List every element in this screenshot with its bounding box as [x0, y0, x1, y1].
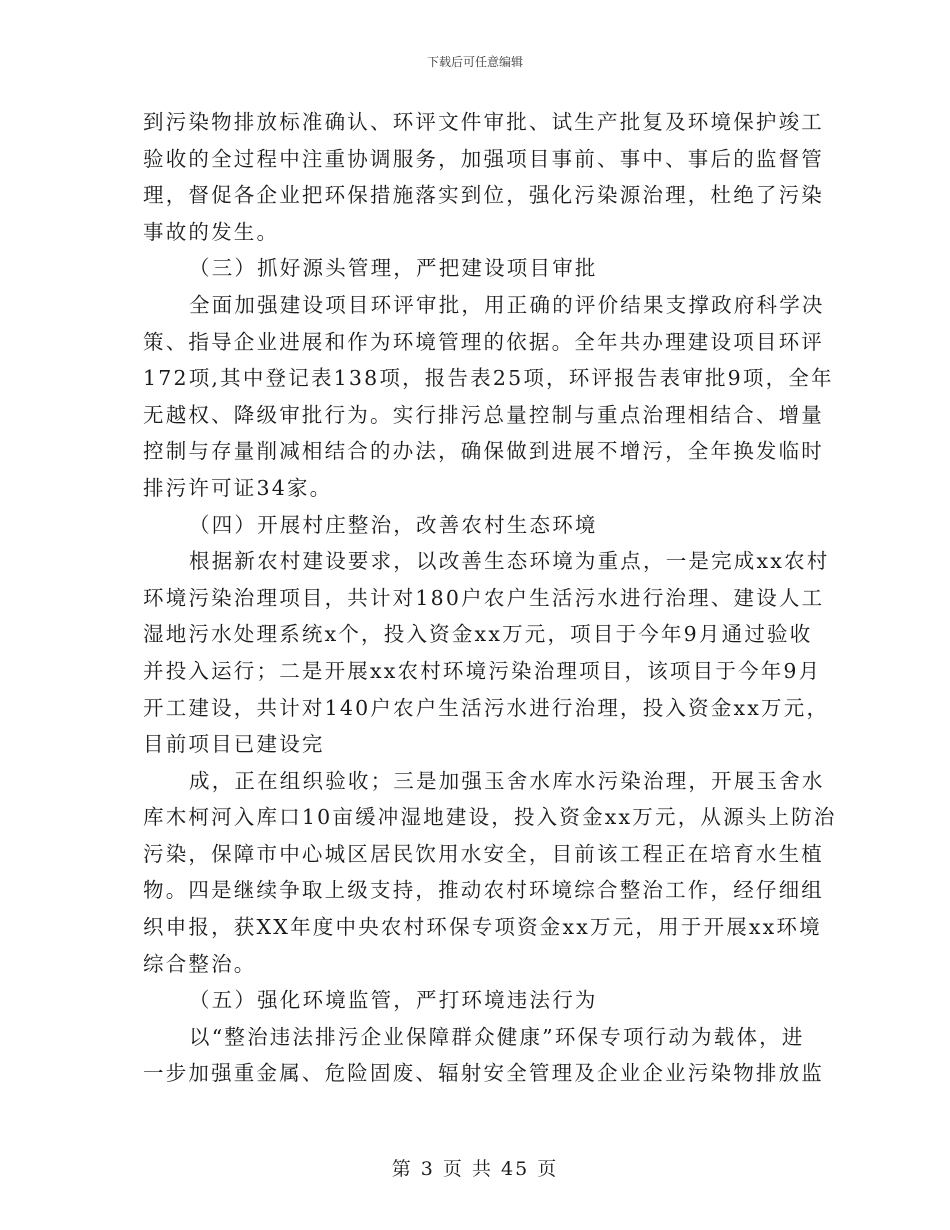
text-line: 并投入运行；二是开展xx农村环境污染治理项目，该项目于今年9月 — [143, 658, 822, 683]
text-line: 事故的发生。 — [143, 219, 280, 244]
text-line: （五）强化环境监管，严打环境违法行为 — [189, 988, 598, 1013]
text-line: 无越权、降级审批行为。实行排污总量控制与重点治理相结合、增量 — [143, 402, 824, 427]
text-line: 排污许可证34家。 — [143, 475, 333, 500]
text-line: 库木柯河入库口10亩缓冲湿地建设，投入资金xx万元，从源头上防治 — [143, 805, 837, 830]
text-line: 织申报，获XX年度中央农村环保专项资金xx万元，用于开展xx环境 — [143, 915, 822, 940]
text-line: 一步加强重金属、危险固废、辐射安全管理及企业企业污染物排放监 — [143, 1061, 824, 1086]
text-line: 开工建设，共计对140户农户生活污水进行治理，投入资金xx万元， — [143, 695, 830, 720]
text-line: 策、指导企业进展和作为环境管理的依据。全年共办理建设项目环评 — [143, 329, 824, 354]
text-line: （三）抓好源头管理，严把建设项目审批 — [189, 256, 598, 281]
text-line: 成，正在组织验收；三是加强玉舍水库水污染治理，开展玉舍水 — [189, 768, 825, 793]
text-line: 物。四是继续争取上级支持，推动农村环境综合整治工作，经仔细组 — [143, 878, 824, 903]
text-line: 验收的全过程中注重协调服务，加强项目事前、事中、事后的监督管 — [143, 146, 824, 171]
text-line: 理，督促各企业把环保措施落实到位，强化污染源治理，杜绝了污染 — [143, 183, 824, 208]
text-line: 湿地污水处理系统x个，投入资金xx万元，项目于今年9月通过验收 — [143, 622, 813, 647]
text-line: 根据新农村建设要求，以改善生态环境为重点，一是完成xx农村 — [189, 549, 830, 574]
text-line: 控制与存量削减相结合的办法，确保做到进展不增污，全年换发临时 — [143, 439, 824, 464]
text-line: （四）开展村庄整治，改善农村生态环境 — [189, 512, 598, 537]
text-line: 污染，保障市中心城区居民饮用水安全，目前该工程正在培育水生植 — [143, 841, 824, 866]
text-line: 环境污染治理项目，共计对180户农户生活污水进行治理、建设人工 — [143, 585, 825, 610]
text-line: 到污染物排放标准确认、环评文件审批、试生产批复及环境保护竣工 — [143, 110, 824, 134]
document-body — [143, 104, 837, 1092]
page-header: 下载后可任意编辑 — [426, 55, 523, 69]
text-line: 全面加强建设项目环评审批，用正确的评价结果支撑政府科学决 — [189, 292, 825, 317]
text-line: 目前项目已建设完 — [143, 732, 325, 757]
text-line: 综合整治。 — [143, 951, 257, 976]
page-number-footer: 第 3 页 共 45 页 — [391, 1158, 559, 1180]
text-line: 172项,其中登记表138项，报告表25项，环评报告表审批9项，全年 — [143, 366, 834, 391]
text-line: 以“整治违法排污企业保障群众健康”环保专项行动为载体，进 — [189, 1024, 805, 1049]
